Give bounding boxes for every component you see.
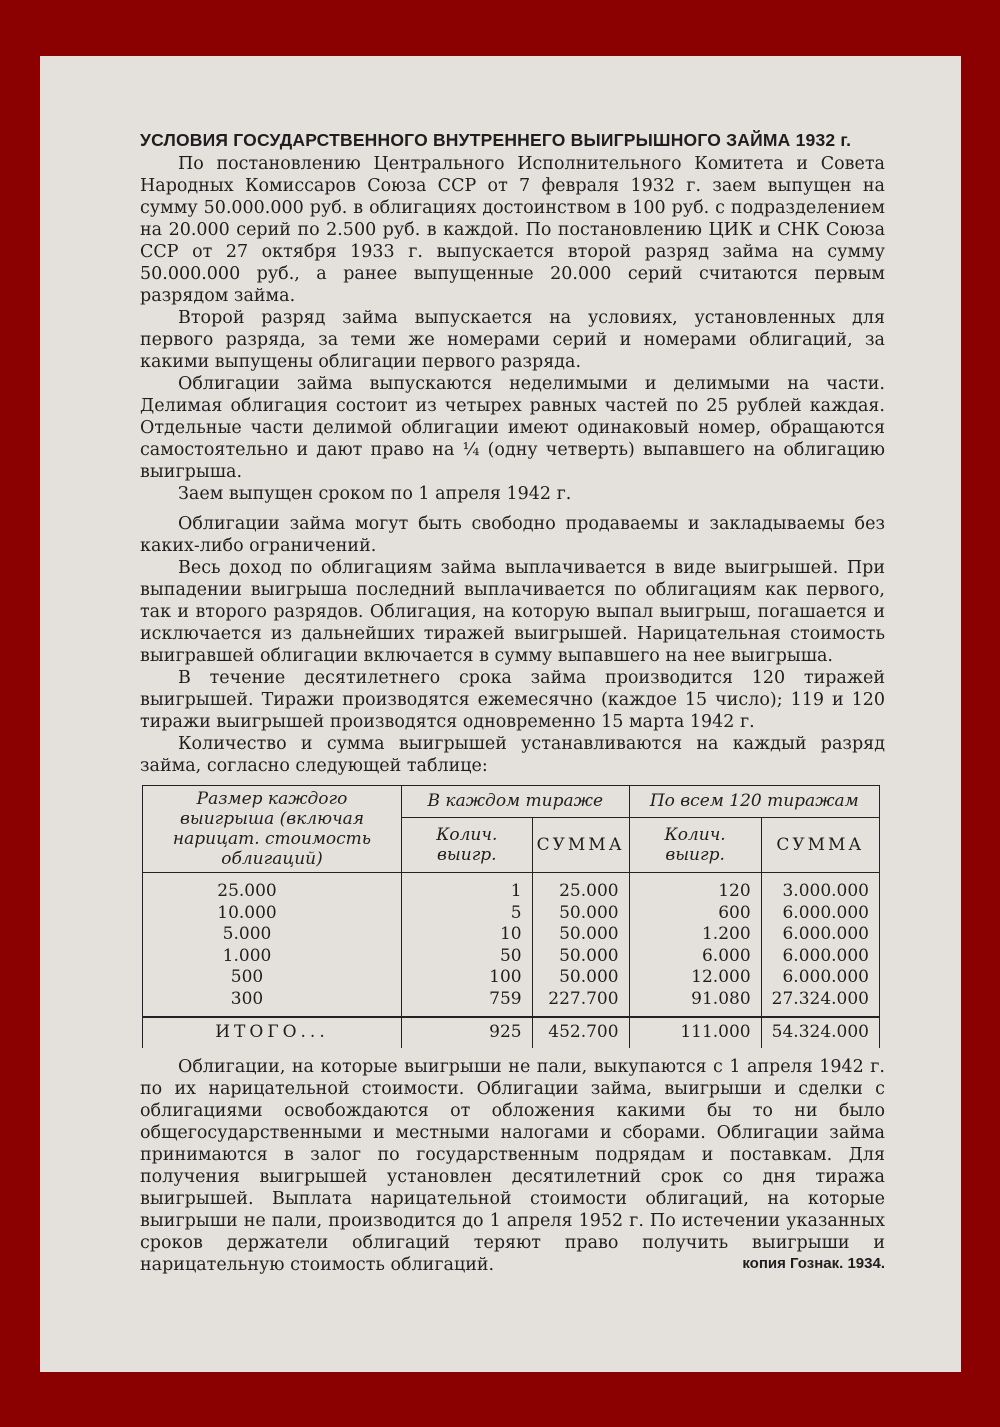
total-sum-each: 452.700 xyxy=(532,1017,629,1048)
cell-count-each: 50 xyxy=(402,946,533,968)
cell-prize-size: 300 xyxy=(143,989,402,1018)
document-title: УСЛОВИЯ ГОСУДАРСТВЕННОГО ВНУТРЕННЕГО ВЫИГРЫШНОГО ЗАЙМА 1932 г. xyxy=(140,130,852,150)
cell-sum-each: 50.000 xyxy=(532,924,629,946)
cell-count-all: 120 xyxy=(629,873,761,903)
cell-count-all: 91.080 xyxy=(629,989,761,1018)
table-row xyxy=(143,967,880,989)
paragraph-redemption: Облигации, на которые выигрыши не пали, выкупаются с 1 апреля 1942 г. по их нарицательной стоимости. Облигации займа, выигрыши и сделки с облигациями освобождаются от обложения какими бы то ни было общегосударственными и местными налогами и сборами. Облигации займа принимаются в залог по государственным подрядам и поставкам. Для получения выигрышей установлен десятилетний срок со дня тиража выигрышей. Выплата нарицательной стоимости облигаций, на которые выигрыши не пали, производится до 1 апреля 1952 г. По истечении указанных сроков держатели облигаций теряют право получить выигрыши и нарицательную стоимость облигаций. xyxy=(140,1056,885,1275)
cell-count-all: 600 xyxy=(629,903,761,925)
paragraph-divisible: Облигации займа выпускаются неделимыми и делимыми на части. Делимая облигация состоит из четырех равных частей по 25 рублей каждая. Отдельные части делимой облигации имеют одинаковый номер, обращаются самостоятельно и дают право на ¼ (одну четверть) выпавшего на облигацию выигрыша. xyxy=(140,374,885,482)
table-row xyxy=(143,924,880,946)
header-count-each: Колич. выигр. xyxy=(402,817,533,872)
cell-sum-all: 6.000.000 xyxy=(761,903,879,925)
cell-sum-all: 6.000.000 xyxy=(761,967,879,989)
cell-sum-each: 50.000 xyxy=(532,967,629,989)
cell-sum-each: 227.700 xyxy=(532,989,629,1018)
cell-prize-size: 25.000 xyxy=(143,873,402,903)
header-sum-all: СУММА xyxy=(761,817,879,872)
cell-sum-all: 6.000.000 xyxy=(761,946,879,968)
cell-count-all: 1.200 xyxy=(629,924,761,946)
paragraph-draws: В течение десятилетнего срока займа производится 120 тиражей выигрышей. Тиражи производятся ежемесячно (каждое 15 число); 119 и 120 тиражи выигрышей производятся одновременно 15 марта 1942 г. xyxy=(140,668,885,732)
header-all-draws: По всем 120 тиражам xyxy=(629,786,879,818)
table-row xyxy=(143,903,880,925)
cell-sum-all: 6.000.000 xyxy=(761,924,879,946)
table-row xyxy=(143,946,880,968)
cell-sum-all: 27.324.000 xyxy=(761,989,879,1018)
table-total-row xyxy=(143,1017,880,1048)
cell-prize-size: 5.000 xyxy=(143,924,402,946)
bond-conditions-sheet xyxy=(40,56,961,1372)
paragraph-table-intro: Количество и сумма выигрышей устанавливаются на каждый разряд займа, согласно следующей таблице: xyxy=(140,734,885,776)
paragraph-sale: Облигации займа могут быть свободно продаваемы и закладываемы без каких-либо ограничений. xyxy=(140,514,885,556)
cell-count-all: 6.000 xyxy=(629,946,761,968)
total-sum-all: 54.324.000 xyxy=(761,1017,879,1048)
cell-count-each: 759 xyxy=(402,989,533,1018)
header-sum-each: СУММА xyxy=(532,817,629,872)
printer-colophon: копия Гознак. 1934. xyxy=(742,1254,885,1272)
cell-count-each: 100 xyxy=(402,967,533,989)
total-label: ИТОГО... xyxy=(143,1017,402,1048)
paragraph-income: Весь доход по облигациям займа выплачивается в виде выигрышей. При выпадении выигрыша последний выплачивается по облигациям как первого, так и второго разрядов. Облигация, на которую выпал выигрыш, погашается и исключается из дальнейших тиражей выигрышей. Нарицательная стоимость выигравшей облигации включается в сумму выпавшего на нее выигрыша. xyxy=(140,558,885,666)
cell-prize-size: 500 xyxy=(143,967,402,989)
header-each-draw: В каждом тираже xyxy=(402,786,630,818)
cell-sum-all: 3.000.000 xyxy=(761,873,879,903)
cell-sum-each: 50.000 xyxy=(532,903,629,925)
cell-sum-each: 50.000 xyxy=(532,946,629,968)
cell-sum-each: 25.000 xyxy=(532,873,629,903)
paragraph-second-category: Второй разряд займа выпускается на условиях, установленных для первого разряда, за теми же номерами серий и номерами облигаций, за какими выпущены облигации первого разряда. xyxy=(140,308,885,372)
winnings-table xyxy=(142,785,880,1048)
paragraph-issue: По постановлению Центрального Исполнительного Комитета и Совета Народных Комиссаров Союза ССР от 7 февраля 1932 г. заем выпущен на сумму 50.000.000 руб. в облигациях достоинством в 100 руб. с подразделением на 20.000 серий по 2.500 руб. в каждой. По постановлению ЦИК и СНК Союза ССР от 27 октября 1933 г. выпускается второй разряд займа на сумму 50.000.000 руб., а ранее выпущенные 20.000 серий считаются первым разрядом займа. xyxy=(140,154,885,306)
cell-count-each: 5 xyxy=(402,903,533,925)
cell-count-all: 12.000 xyxy=(629,967,761,989)
cell-count-each: 1 xyxy=(402,873,533,903)
cell-prize-size: 10.000 xyxy=(143,903,402,925)
header-prize-size: Размер каждого выигрыша (включая нарицат. стоимость облигаций) xyxy=(143,786,402,873)
total-count-all: 111.000 xyxy=(629,1017,761,1048)
cell-count-each: 10 xyxy=(402,924,533,946)
header-count-all: Колич. выигр. xyxy=(629,817,761,872)
cell-prize-size: 1.000 xyxy=(143,946,402,968)
table-row xyxy=(143,873,880,903)
table-row xyxy=(143,989,880,1018)
paragraph-term: Заем выпущен сроком по 1 апреля 1942 г. xyxy=(178,484,572,504)
total-count-each: 925 xyxy=(402,1017,533,1048)
